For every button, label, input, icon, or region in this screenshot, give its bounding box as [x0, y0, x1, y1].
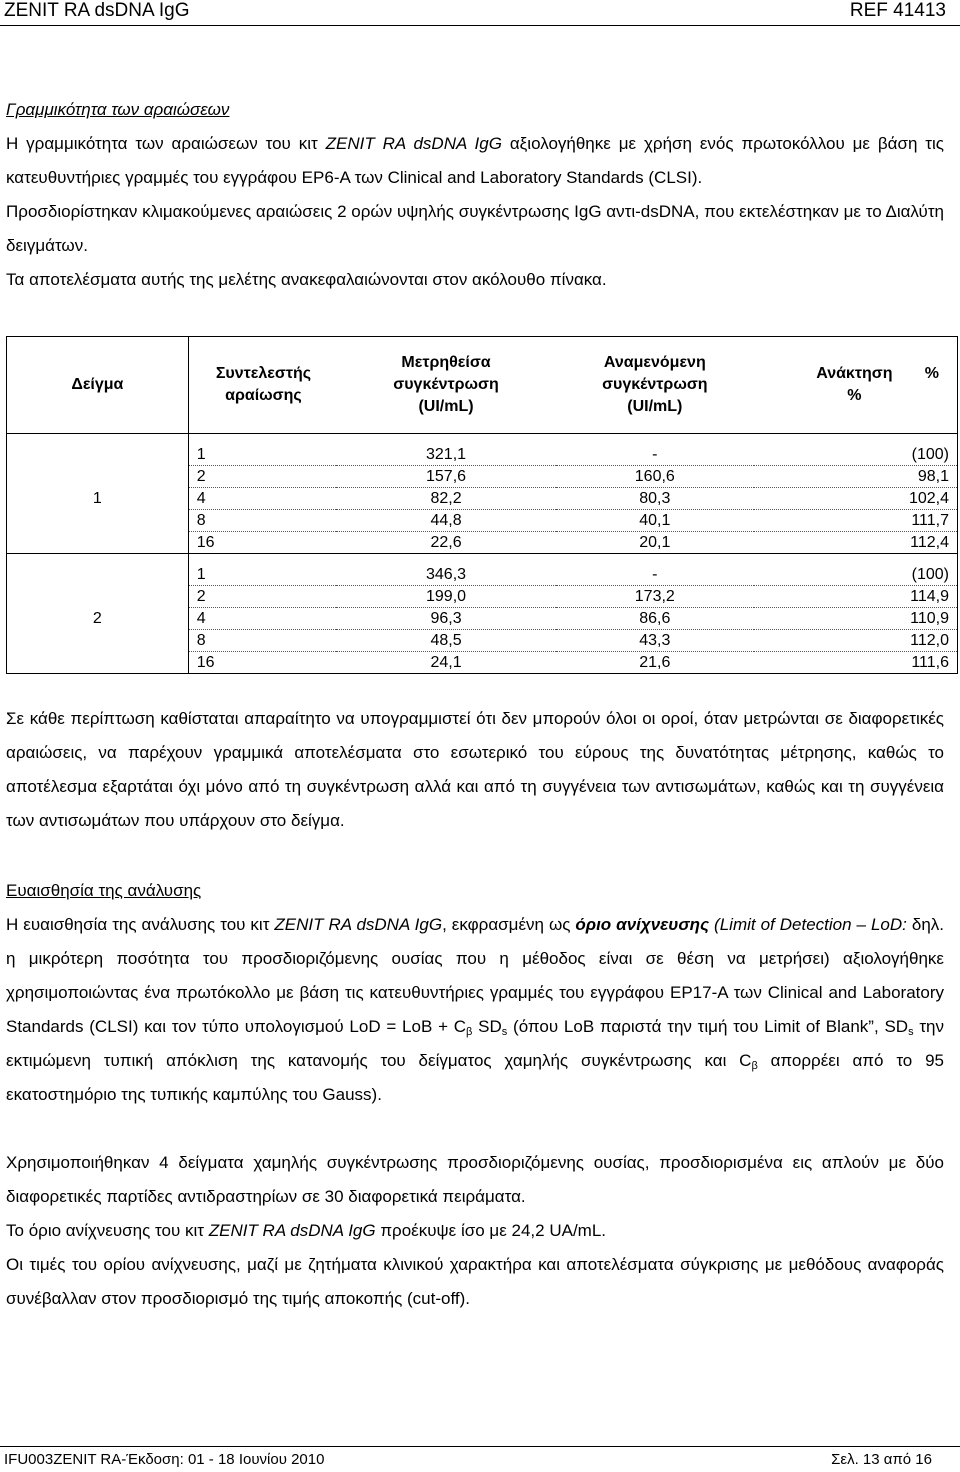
recovery-cell: 111,6	[754, 652, 958, 674]
linearity-paragraph-3: Τα αποτελέσματα αυτής της μελέτης ανακεφαλαιώνονται στον ακόλουθο πίνακα.	[6, 270, 607, 289]
expected-cell: -	[556, 554, 754, 586]
factor-cell: 16	[188, 652, 336, 674]
expected-cell: 20,1	[556, 532, 754, 554]
note-paragraph: Σε κάθε περίπτωση καθίσταται απαραίτητο να υπογραμμιστεί ότι δεν μπορούν όλοι οι οροί, όταν μετρώνται σε διαφορετικές αραιώσεις, να παρέχουν γραμμικά αποτελέσματα στο εσωτερικό του εύρους της δυνατότητας μέτρησης, καθώς το αποτέλεσμα εξαρτάται όχι μόνο από τη συγκέντρωση αλλά και από τη συγγένεια των αντισωμάτων, καθώς και τη συγγένεια των αντισωμάτων που υπάρχουν στο δείγμα.	[6, 709, 944, 830]
measured-cell: 346,3	[336, 554, 556, 586]
expected-cell: 86,6	[556, 608, 754, 630]
linearity-table	[6, 336, 958, 674]
recovery-cell: 102,4	[754, 488, 958, 510]
sensitivity-section	[6, 874, 944, 1316]
sample-cell: 1	[7, 434, 189, 554]
expected-cell: 43,3	[556, 630, 754, 652]
measured-cell: 96,3	[336, 608, 556, 630]
page-header	[0, 0, 960, 26]
factor-cell: 4	[188, 608, 336, 630]
expected-cell: 21,6	[556, 652, 754, 674]
recovery-cell: 114,9	[754, 586, 958, 608]
sensitivity-paragraph-1: Η ευαισθησία της ανάλυσης του κιτ ZENIT RA dsDNA IgG, εκφρασμένη ως όριο ανίχνευσης (Limit of Detection – LoD: δηλ. η μικρότερη ποσότητα του προσδιοριζόμενης ουσίας που η μέθοδος είναι σε θέση να μετρήσει) αξιολογήθηκε χρησιμοποιώντας ένα πρωτόκολλο με βάση τις κατευθυντήριες γραμμές του εγγράφου EP17-A των Clinical and Laboratory Standards (CLSI) και τον τύπο υπολογισμού LoD = LoB + $C_\beta$ $SD_s$ (όπου LoB παριστά την τιμή του Limit of Blank”, $SD_s$ την εκτιμώμενη τυπική απόκλιση της κατανομής του δείγματος χαμηλής συγκέντρωσης και $C_\beta$ απορρέει από το 95 εκατοστημόριο της τυπικής καμπύλης του Gauss).	[6, 915, 945, 1104]
recovery-cell: (100)	[754, 434, 958, 466]
expected-cell: 80,3	[556, 488, 754, 510]
col-factor: Συντελεστής αραίωσης	[188, 337, 336, 434]
expected-cell: -	[556, 434, 754, 466]
factor-cell: 4	[188, 488, 336, 510]
expected-cell: 173,2	[556, 586, 754, 608]
measured-cell: 24,1	[336, 652, 556, 674]
sensitivity-paragraph-3: Το όριο ανίχνευσης του κιτ ZENIT RA dsDNA IgG προέκυψε ίσο με 24,2 UA/mL.	[6, 1221, 607, 1240]
table-row	[7, 434, 958, 466]
expected-cell: 40,1	[556, 510, 754, 532]
measured-cell: 199,0	[336, 586, 556, 608]
recovery-cell: 111,7	[754, 510, 958, 532]
col-sample: Δείγμα	[7, 337, 189, 434]
col-expected: Αναμενόμενη συγκέντρωση (UI/mL)	[556, 337, 754, 434]
factor-cell: 1	[188, 554, 336, 586]
linearity-section	[6, 93, 944, 297]
measured-cell: 48,5	[336, 630, 556, 652]
sensitivity-paragraph-2: Χρησιμοποιήθηκαν 4 δείγματα χαμηλής συγκέντρωσης προσδιοριζόμενης ουσίας, προσδιορισμένα εις απλούν με δύο διαφορετικές παρτίδες αντιδραστηρίων σε 30 διαφορετικά πειράματα.	[6, 1153, 944, 1206]
recovery-cell: 112,0	[754, 630, 958, 652]
table-body	[7, 434, 958, 674]
linearity-heading: Γραμμικότητα των αραιώσεων	[6, 100, 230, 119]
expected-cell: 160,6	[556, 466, 754, 488]
measured-cell: 157,6	[336, 466, 556, 488]
header-title: ZENIT RA dsDNA IgG	[4, 0, 190, 21]
recovery-cell: 112,4	[754, 532, 958, 554]
note-section	[6, 702, 944, 838]
footer-doc-info: IFU003ZENIT RA-Έκδοση: 01 - 18 Ιουνίου 2010	[4, 1451, 325, 1468]
factor-cell: 1	[188, 434, 336, 466]
factor-cell: 8	[188, 510, 336, 532]
measured-cell: 22,6	[336, 532, 556, 554]
col-recovery: Ανάκτηση % %	[754, 337, 958, 434]
recovery-cell: 98,1	[754, 466, 958, 488]
factor-cell: 16	[188, 532, 336, 554]
factor-cell: 2	[188, 466, 336, 488]
sample-cell: 2	[7, 554, 189, 674]
linearity-paragraph-1: Η γραμμικότητα των αραιώσεων του κιτ ZENIT RA dsDNA IgG αξιολογήθηκε με χρήση ενός πρωτοκόλλου με βάση τις κατευθυντήριες γραμμές του εγγράφου EP6-A των Clinical and Laboratory Standards (CLSI).	[6, 134, 944, 187]
factor-cell: 8	[188, 630, 336, 652]
recovery-cell: (100)	[754, 554, 958, 586]
measured-cell: 44,8	[336, 510, 556, 532]
table-header-row	[7, 337, 958, 434]
col-measured: Μετρηθείσα συγκέντρωση (UI/mL)	[336, 337, 556, 434]
linearity-paragraph-2: Προσδιορίστηκαν κλιμακούμενες αραιώσεις 2 ορών υψηλής συγκέντρωσης IgG αντι-dsDNA, που εκτελέστηκαν με το Διαλύτη δειγμάτων.	[6, 202, 944, 255]
recovery-cell: 110,9	[754, 608, 958, 630]
header-ref: REF 41413	[849, 0, 946, 21]
factor-cell: 2	[188, 586, 336, 608]
measured-cell: 321,1	[336, 434, 556, 466]
page-footer	[0, 1446, 960, 1468]
footer-page-number: Σελ. 13 από 16	[831, 1451, 932, 1468]
sensitivity-heading: Ευαισθησία της ανάλυσης	[6, 881, 202, 900]
sensitivity-paragraph-4: Οι τιμές του ορίου ανίχνευσης, μαζί με ζητήματα κλινικού χαρακτήρα και αποτελέσματα σύγκρισης με μεθόδους αναφοράς συνέβαλλαν στον προσδιορισμό της τιμής αποκοπής (cut-off).	[6, 1255, 944, 1308]
table-row	[7, 554, 958, 586]
measured-cell: 82,2	[336, 488, 556, 510]
